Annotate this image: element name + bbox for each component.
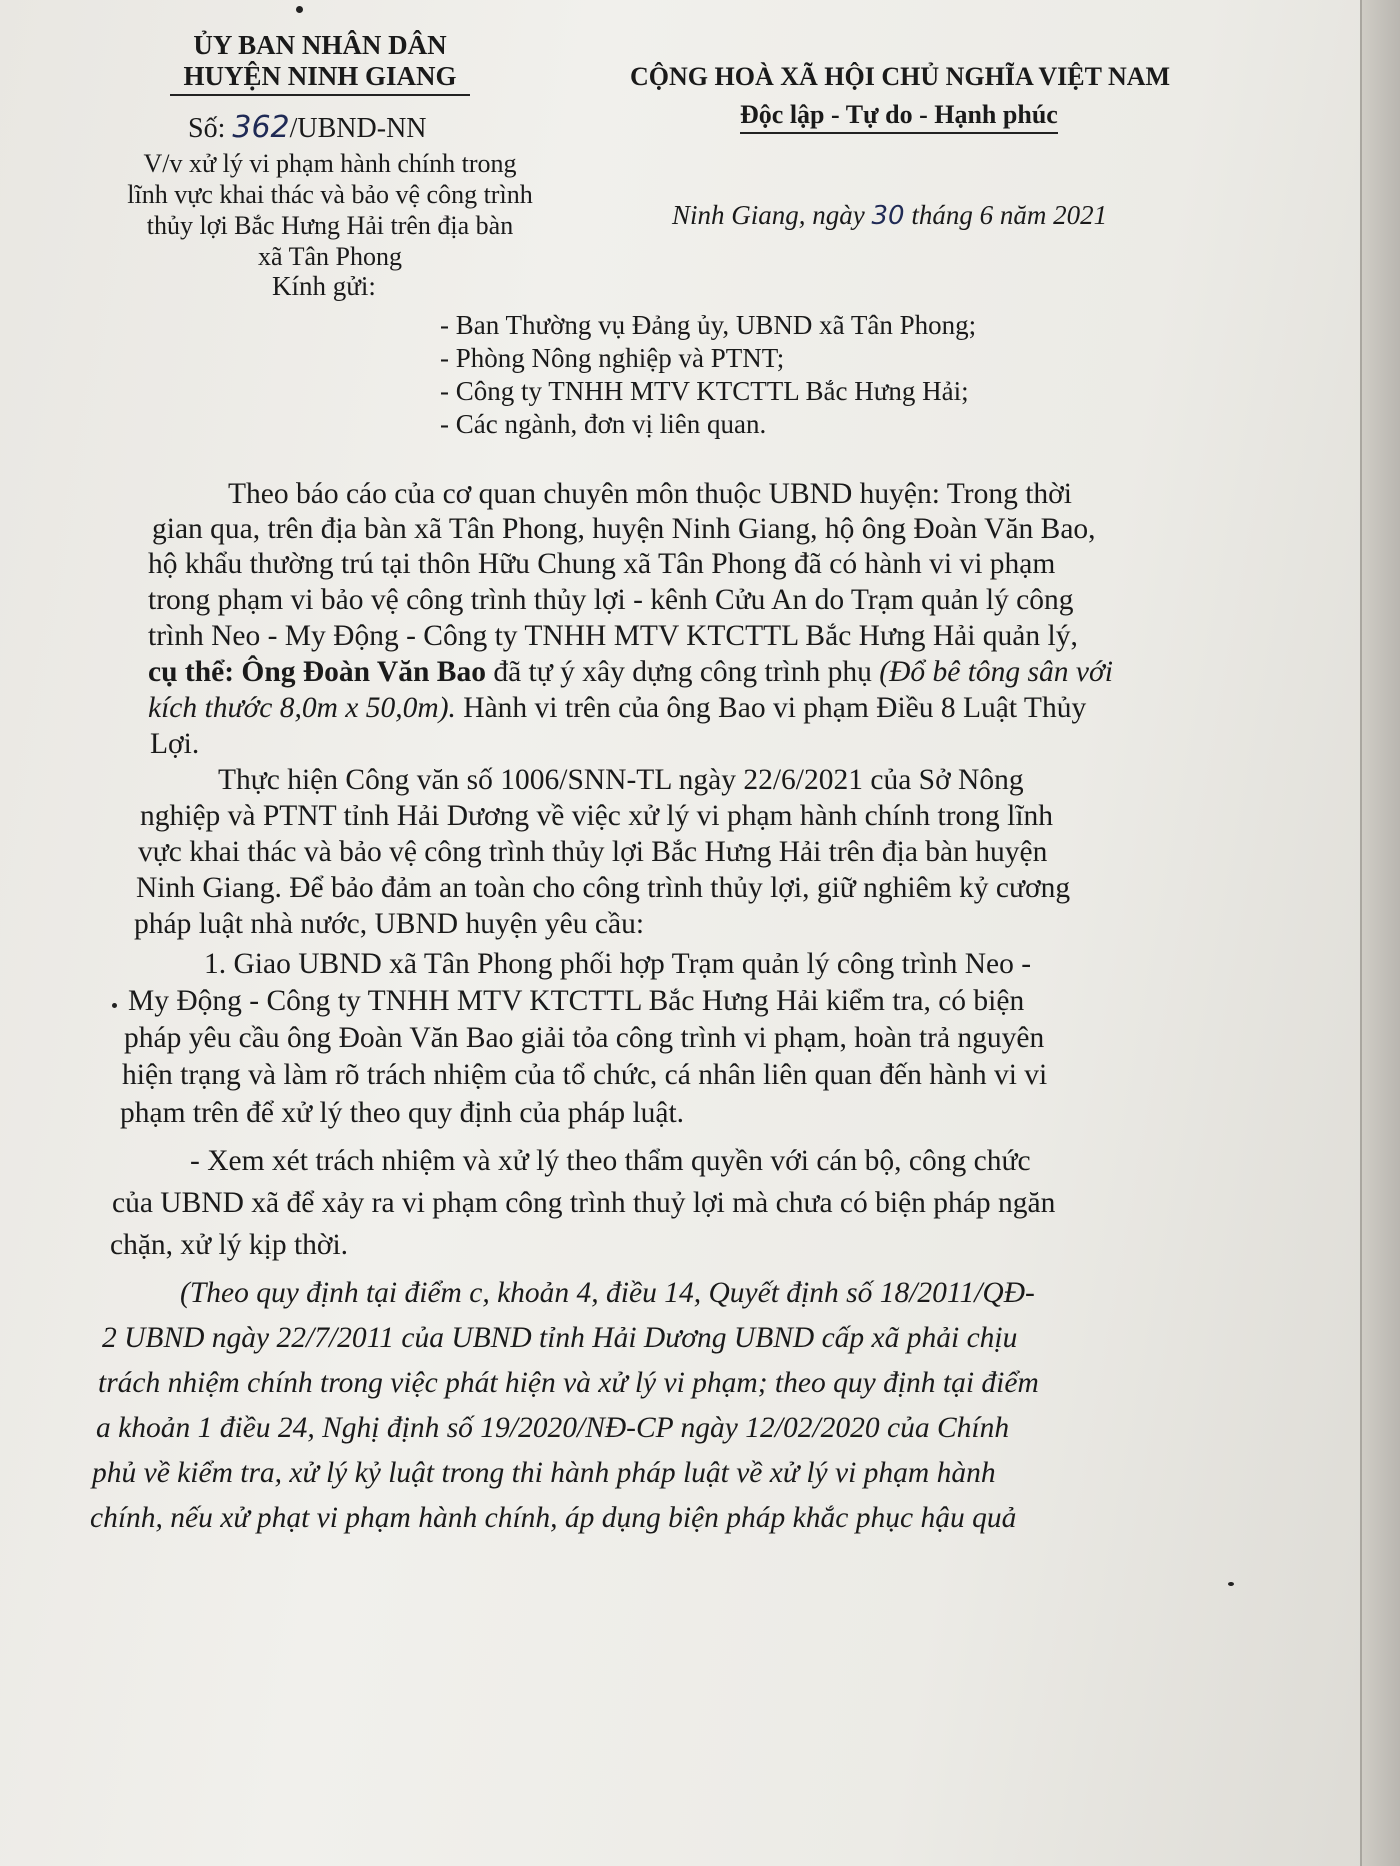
agency-header: [155, 30, 485, 96]
motto: Độc lập - Tự do - Hạnh phúc: [740, 100, 1058, 134]
body-line-italic: phủ về kiểm tra, xử lý kỷ luật trong thi hành pháp luật về xử lý vi phạm hành: [92, 1457, 996, 1489]
body-line: trong phạm vi bảo vệ công trình thủy lợi - kênh Cửu An do Trạm quản lý công: [148, 584, 1074, 616]
recipient-item: - Công ty TNHH MTV KTCTTL Bắc Hưng Hải;: [440, 376, 969, 406]
subject-line: xã Tân Phong: [258, 242, 402, 271]
subject-line: lĩnh vực khai thác và bảo vệ công trình: [127, 180, 533, 209]
ink-speck: [112, 1003, 117, 1008]
ink-speck: [1228, 1582, 1234, 1586]
subject-line: thủy lợi Bắc Hưng Hải trên địa bàn: [146, 211, 514, 240]
body-line-italic: 2 UBND ngày 22/7/2011 của UBND tỉnh Hải Dương UBND cấp xã phải chịu: [102, 1322, 1018, 1354]
dateline-rest: tháng 6 năm 2021: [911, 200, 1108, 230]
body-line: [148, 656, 1113, 688]
body-line: trình Neo - My Động - Công ty TNHH MTV KTCTTL Bắc Hưng Hải quản lý,: [148, 620, 1078, 652]
document-number: [188, 112, 427, 145]
dateline-place: Ninh Giang, ngày: [672, 200, 865, 230]
body-line-italic: a khoản 1 điều 24, Nghị định số 19/2020/NĐ-CP ngày 12/02/2020 của Chính: [96, 1412, 1010, 1444]
body-line: Ninh Giang. Để bảo đảm an toàn cho công trình thủy lợi, giữ nghiêm kỷ cương: [136, 872, 1071, 904]
body-line: My Động - Công ty TNHH MTV KTCTTL Bắc Hưng Hải kiểm tra, có biện: [128, 985, 1025, 1017]
body-line: nghiệp và PTNT tỉnh Hải Dương về việc xử lý vi phạm hành chính trong lĩnh: [140, 800, 1054, 832]
body-line: gian qua, trên địa bàn xã Tân Phong, huyện Ninh Giang, hộ ông Đoàn Văn Bao,: [152, 513, 1096, 545]
body-line: pháp luật nhà nước, UBND huyện yêu cầu:: [134, 908, 645, 940]
body-span: Hành vi trên của ông Bao vi phạm Điều 8 Luật Thủy: [455, 692, 1087, 724]
recipients-label: Kính gửi:: [272, 271, 376, 301]
subject-block: [100, 148, 560, 272]
body-line: hiện trạng và làm rõ trách nhiệm của tổ chức, cá nhân liên quan đến hành vi vi: [122, 1059, 1048, 1091]
body-line-italic: (Theo quy định tại điểm c, khoản 4, điều 14, Quyết định số 18/2011/QĐ-: [180, 1277, 1035, 1309]
body-line: chặn, xử lý kịp thời.: [110, 1229, 349, 1261]
subject-line: V/v xử lý vi phạm hành chính trong: [143, 149, 517, 178]
body-line: Lợi.: [150, 728, 200, 760]
body-span-italic: (Đổ bê tông sân với: [879, 656, 1113, 688]
recipient-item: - Phòng Nông nghiệp và PTNT;: [440, 343, 785, 373]
body-line: pháp yêu cầu ông Đoàn Văn Bao giải tỏa công trình vi phạm, hoàn trả nguyên: [124, 1022, 1045, 1054]
dateline: [672, 200, 1107, 231]
body-span-bold: cụ thể: Ông Đoàn Văn Bao: [148, 656, 486, 688]
paper-edge: [1360, 0, 1400, 1866]
ink-speck: [296, 6, 303, 13]
body-line: - Xem xét trách nhiệm và xử lý theo thẩm quyền với cán bộ, công chức: [190, 1145, 1031, 1177]
body-line: Theo báo cáo của cơ quan chuyên môn thuộc UBND huyện: Trong thời: [228, 478, 1072, 510]
so-suffix: /UBND-NN: [289, 113, 427, 144]
body-line: phạm trên để xử lý theo quy định của pháp luật.: [120, 1097, 685, 1129]
agency-line2: HUYỆN NINH GIANG: [170, 61, 470, 96]
so-number-handwritten: 362: [232, 110, 290, 145]
body-line: 1. Giao UBND xã Tân Phong phối hợp Trạm quản lý công trình Neo -: [204, 948, 1032, 980]
body-line: của UBND xã để xảy ra vi phạm công trình thuỷ lợi mà chưa có biện pháp ngăn: [112, 1187, 1056, 1219]
body-line: hộ khẩu thường trú tại thôn Hữu Chung xã Tân Phong đã có hành vi vi phạm: [148, 548, 1056, 580]
body-line: [148, 692, 1086, 724]
body-span: đã tự ý xây dựng công trình phụ: [485, 656, 880, 688]
body-line: Thực hiện Công văn số 1006/SNN-TL ngày 22/6/2021 của Sở Nông: [218, 764, 1024, 796]
so-label: Số:: [188, 113, 226, 144]
body-line-italic: chính, nếu xử phạt vi phạm hành chính, áp dụng biện pháp khắc phục hậu quả: [90, 1502, 1017, 1534]
recipient-item: - Các ngành, đơn vị liên quan.: [440, 409, 767, 439]
body-line-italic: trách nhiệm chính trong việc phát hiện và xử lý vi phạm; theo quy định tại điểm: [98, 1367, 1039, 1399]
body-line: vực khai thác và bảo vệ công trình thủy lợi Bắc Hưng Hải trên địa bàn huyện: [138, 836, 1048, 868]
recipient-item: - Ban Thường vụ Đảng ủy, UBND xã Tân Phong;: [440, 310, 977, 340]
body-span-italic: kích thước 8,0m x 50,0m).: [148, 692, 456, 724]
nation-title: CỘNG HOÀ XÃ HỘI CHỦ NGHĨA VIỆT NAM: [630, 62, 1171, 91]
dateline-day: 30: [871, 201, 905, 231]
agency-line1: ỦY BAN NHÂN DÂN: [193, 30, 447, 60]
